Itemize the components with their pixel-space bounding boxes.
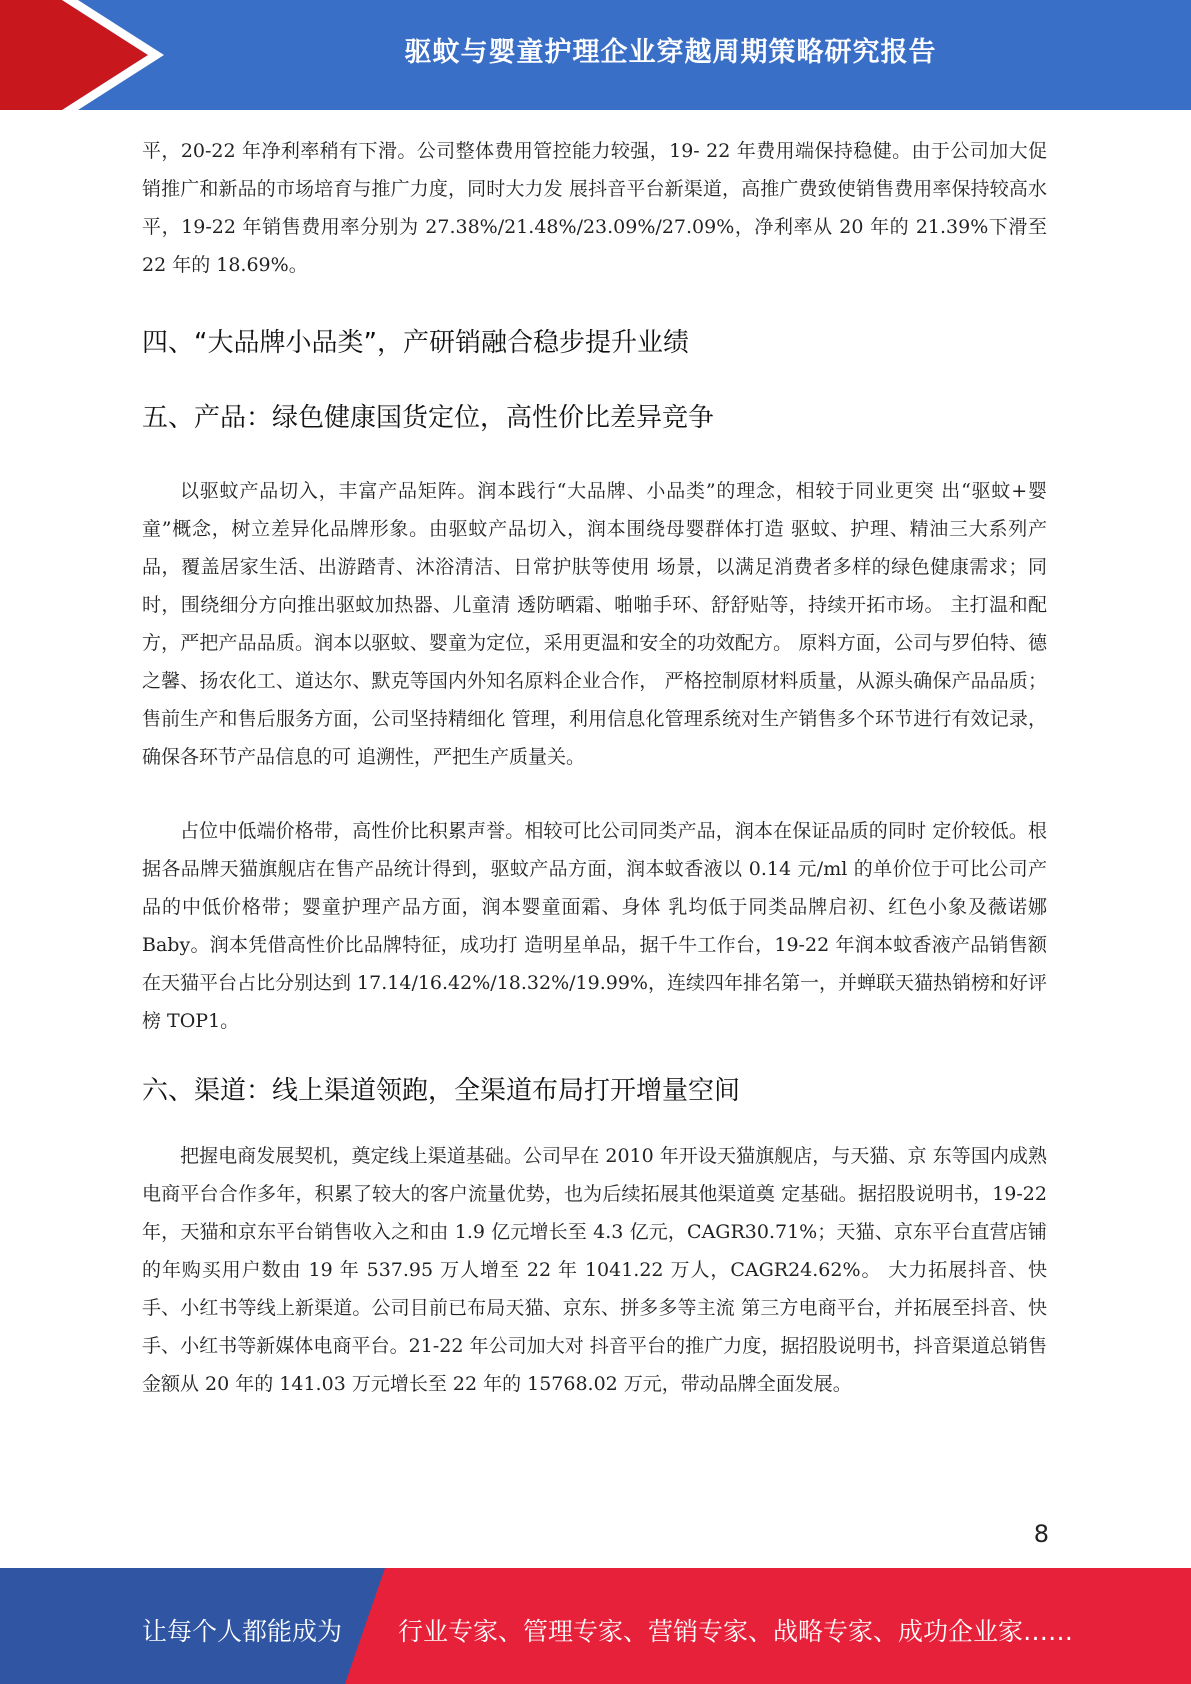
section-heading-6: 六、渠道：线上渠道领跑，全渠道布局打开增量空间 [142, 1076, 741, 1106]
page-header [0, 0, 1191, 110]
page-number: 8 [1033, 1520, 1049, 1548]
page-footer [0, 1568, 1191, 1684]
footer-slogan-left: 让每个人都能成为 [142, 1617, 343, 1646]
report-title: 驱蚊与婴童护理企业穿越周期策略研究报告 [404, 37, 937, 68]
main-content [142, 132, 1047, 1403]
footer-slogan-right: 行业专家、管理专家、营销专家、战略专家、成功企业家…… [398, 1617, 1074, 1646]
product-paragraph-1: 以驱蚊产品切入，丰富产品矩阵。润本践行“大品牌、小品类”的理念，相较于同业更突 出“驱蚊+婴童”概念，树立差异化品牌形象。由驱蚊产品切入，润本围绕母婴群体打造 驱蚊、护理、精油三大系列产品，覆盖居家生活、出游踏青、沐浴清洁、日常护肤等使用 场景，以满足消费者多样的绿色健康需求；同时，围绕细分方向推出驱蚊加热器、儿童清 透防晒霜、啪啪手环、舒舒贴等，持续开拓市场。 主打温和配方，严把产品品质。润本以驱蚊、婴童为定位，采用更温和安全的功效配方。 原料方面，公司与罗伯特、德之馨、扬农化工、道达尔、默克等国内外知名原料企业合作， 严格控制原材料质量，从源头确保产品品质；售前生产和售后服务方面，公司坚持精细化 管理，利用信息化管理系统对生产销售多个环节进行有效记录，确保各环节产品信息的可 追溯性，严把生产质量关。 [142, 480, 1047, 768]
channel-paragraph: 把握电商发展契机，奠定线上渠道基础。公司早在 2010 年开设天猫旗舰店，与天猫、京 东等国内成熟电商平台合作多年，积累了较大的客户流量优势，也为后续拓展其他渠道奠 定基础。据招股说明书，19-22 年，天猫和京东平台销售收入之和由 1.9 亿元增长至 4.3 亿元，CAGR30.71%；天猫、京东平台直营店铺的年购买用户数由 19 年 537.95 万人增至 22 年 1041.22 万人，CAGR24.62%。 大力拓展抖音、快手、小红书等线上新渠道。公司目前已布局天猫、京东、拼多多等主流 第三方电商平台，并拓展至抖音、快手、小红书等新媒体电商平台。21-22 年公司加大对 抖音平台的推广力度，据招股说明书，抖音渠道总销售金额从 20 年的 141.03 万元增长至 22 年的 15768.02 万元，带动品牌全面发展。 [142, 1145, 1047, 1395]
product-paragraph-2: 占位中低端价格带，高性价比积累声誉。相较可比公司同类产品，润本在保证品质的同时 定价较低。根据各品牌天猫旗舰店在售产品统计得到，驱蚊产品方面，润本蚊香液以 0.14 元/ml 的单价位于可比公司产品的中低价格带；婴童护理产品方面，润本婴童面霜、身体 乳均低于同类品牌启初、红色小象及薇诺娜 Baby。润本凭借高性价比品牌特征，成功打 造明星单品，据千牛工作台，19-22 年润本蚊香液产品销售额在天猫平台占比分别达到 17.14/16.42%/18.32%/19.99%，连续四年排名第一，并蝉联天猫热销榜和好评榜 TOP1。 [142, 820, 1047, 1032]
section-heading-4: 四、“大品牌小品类”，产研销融合稳步提升业绩 [142, 328, 689, 358]
section-heading-5: 五、产品：绿色健康国货定位，高性价比差异竞争 [142, 403, 715, 433]
intro-paragraph: 平，20-22 年净利率稍有下滑。公司整体费用管控能力较强，19- 22 年费用端保持稳健。由于公司加大促销推广和新品的市场培育与推广力度，同时大力发 展抖音平台新渠道，高推广费致使销售费用率保持较高水平，19-22 年销售费用率分别为 27.38%/21.48%/23.09%/27.09%，净利率从 20 年的 21.39%下滑至 22 年的 18.69%。 [142, 140, 1047, 276]
